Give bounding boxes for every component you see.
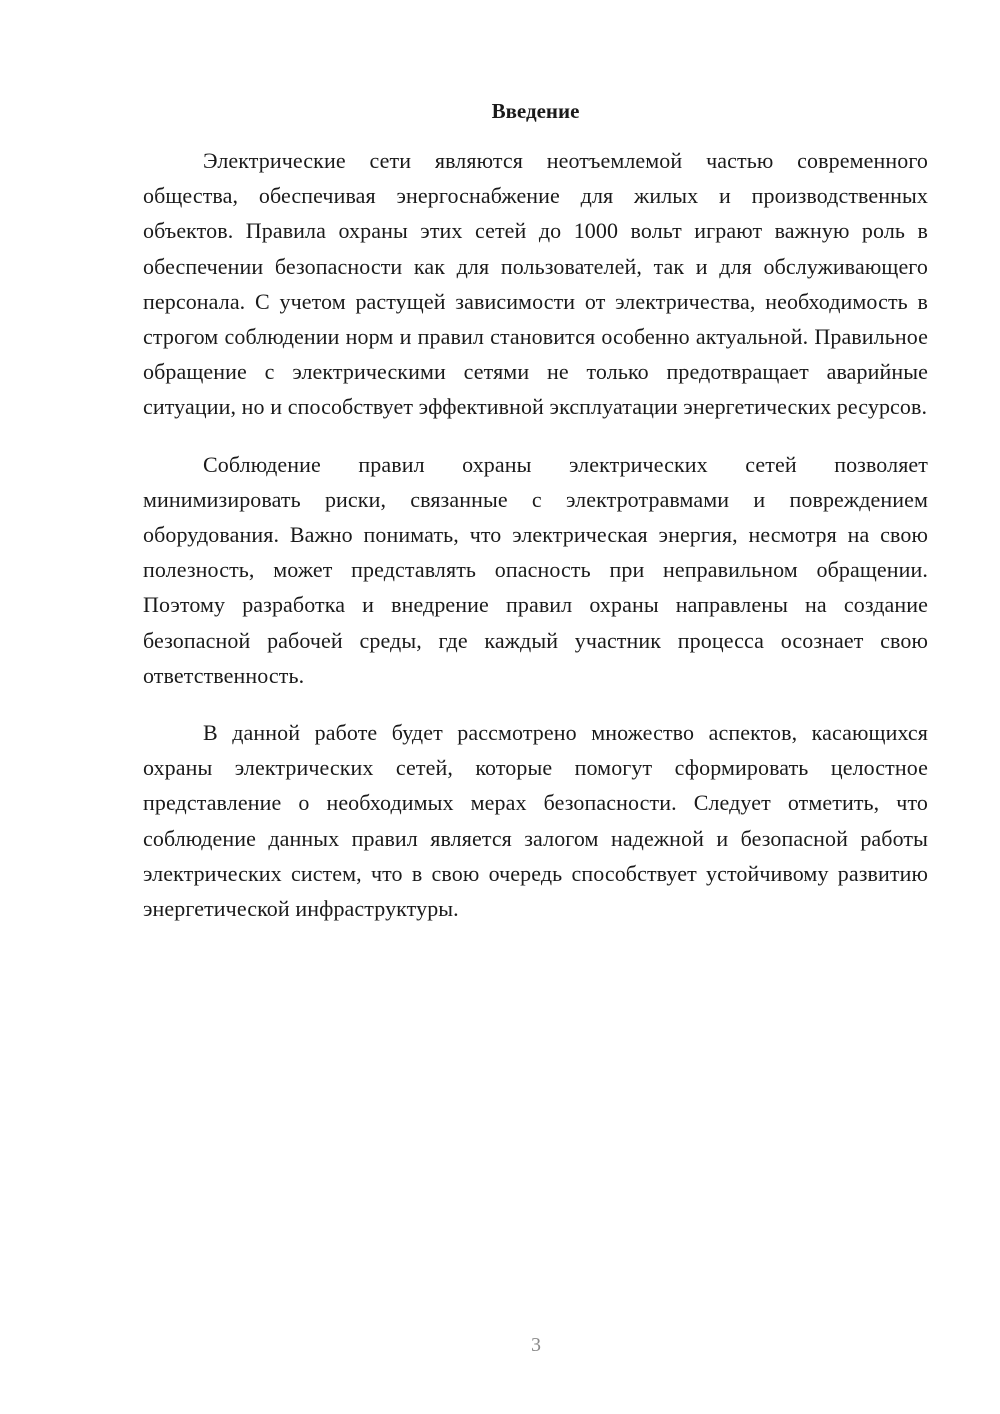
- body-text: [143, 143, 928, 948]
- page-number: 3: [531, 1334, 541, 1356]
- section-heading: Введение: [491, 99, 580, 123]
- paragraph-2: Соблюдение правил охраны электрических сетей позволяет минимизировать риски, связанные с электротравмами и повреждением оборудования. Важно понимать, что электрическая энергия, несмотря на свою полезность, может представлять опасность при неправильном обращении. Поэтому разработка и внедрение правил охраны направлены на создание безопасной рабочей среды, где каждый участник процесса осознает свою ответственность.: [143, 451, 928, 688]
- paragraph-3: В данной работе будет рассмотрено множество аспектов, касающихся охраны электрических сетей, которые помогут сформировать целостное представление о необходимых мерах безопасности. Следует отметить, что соблюдение данных правил является залогом надежной и безопасной работы электрических систем, что в свою очередь способствует устойчивому развитию энергетической инфраструктуры.: [143, 720, 928, 922]
- paragraph-1: Электрические сети являются неотъемлемой частью современного общества, обеспечивая энергоснабжение для жилых и производственных объектов. Правила охраны этих сетей до 1000 вольт играют важную роль в обеспечении безопасности как для пользователей, так и для обслуживающего персонала. С учетом растущей зависимости от электричества, необходимость в строгом соблюдении норм и правил становится особенно актуальной. Правильное обращение с электрическими сетями не только предотвращает аварийные ситуации, но и способствует эффективной эксплуатации энергетических ресурсов.: [143, 148, 928, 420]
